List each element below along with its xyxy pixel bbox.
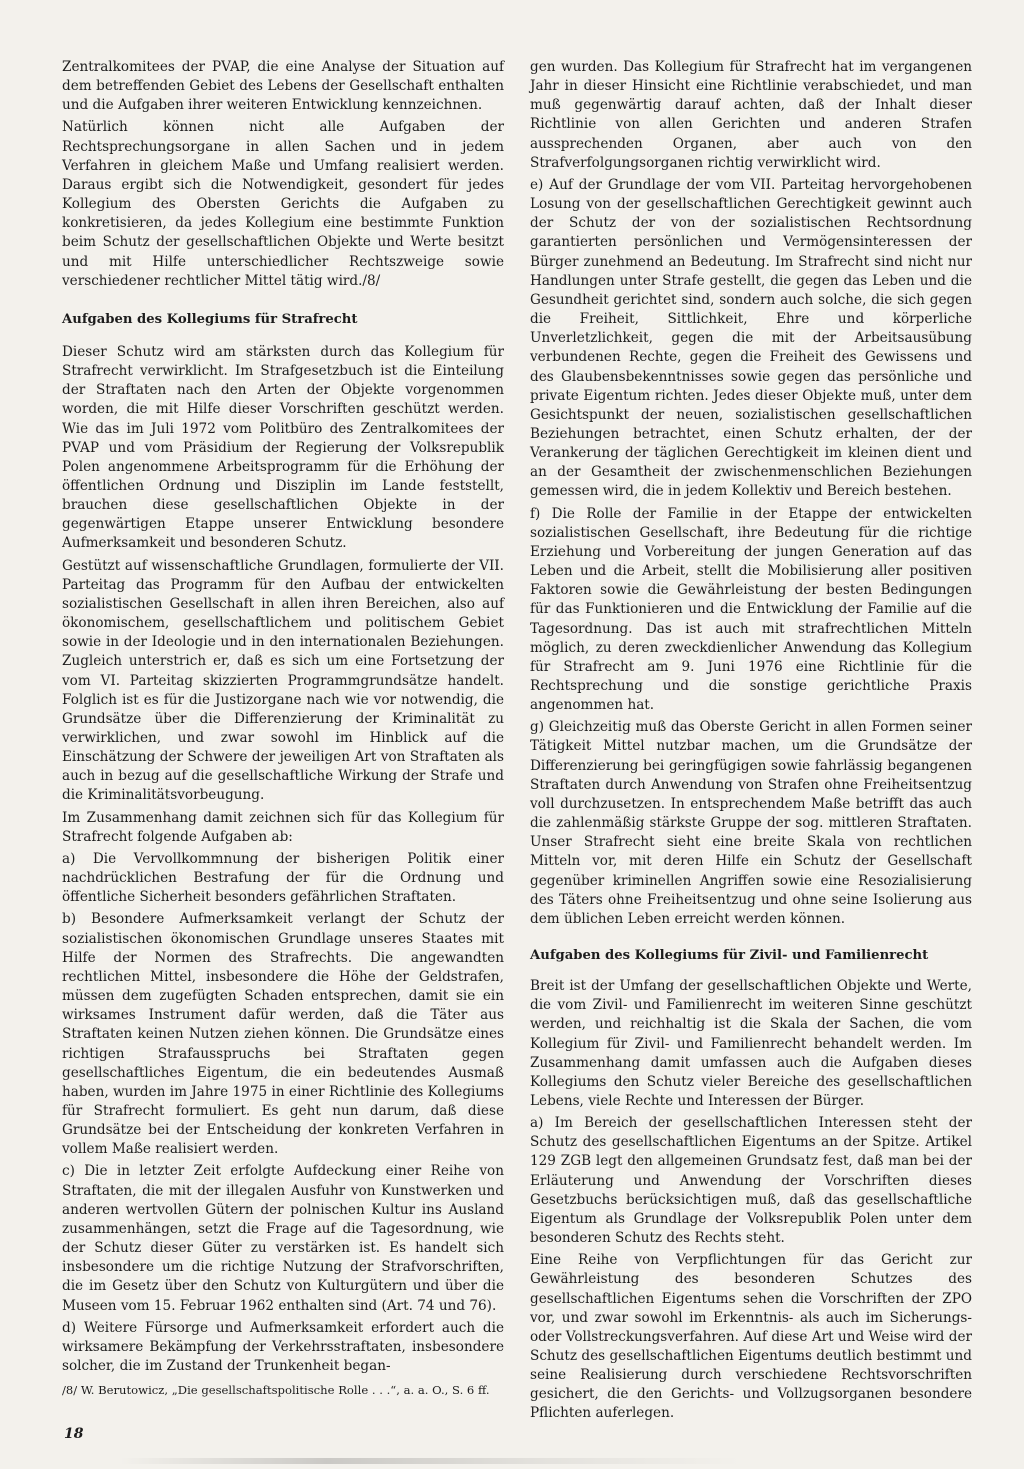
paragraph: Natürlich können nicht alle Aufgaben der Rechtsprechungsorgane in allen Sachen und in jedem Verfahren in gleichem Maße und Umfang realisiert werden. Daraus ergibt sich die Notwendigkeit, gesondert für jedes Kollegium des Obersten Gerichts die Aufgaben zu konkretisieren, da jedes Kollegium eine bestimmte Funktion beim Schutz der gesellschaftlichen Objekte und Werte besitzt und mit Hilfe unterschiedlicher Rechtszweige sowie verschiedener rechtlicher Mittel tätig wird./8/: [62, 119, 504, 289]
list-item-e: e) Auf der Grundlage der vom VII. Parteitag hervorgehobenen Losung von der gesellschaftlichen Gerechtigkeit gewinnt auch der Schutz der von der sozialistischen Rechtsordnung garantierten persönlichen und Vermögensinteressen der Bürger zunehmend an Bedeutung. Im Strafrecht sind nicht nur Handlungen unter Strafe gestellt, die gegen das Leben und die Gesundheit gerichtet sind, sondern auch solche, die sich gegen die Freiheit, Sittlichkeit, Ehre und körperliche Unverletzlichkeit, gegen die mit der Arbeitsausübung verbundenen Rechte, gegen die Freiheit des Gewissens und des Glaubensbekenntnisses sowie gegen das persönliche und private Eigentum richten. Jedes dieser Objekte muß, unter dem Gesichtspunkt der neuen, sozialistischen gesellschaftlichen Beziehungen betrachtet, einen Schutz erhalten, der der Verankerung der täglichen Gerechtigkeit im kleinen dient und an der Gesamtheit der zwischenmenschlichen Beziehungen gemessen wird, die in jedem Kollektiv und Bereich bestehen.: [530, 176, 972, 500]
left-column: [62, 58, 504, 1379]
paragraph: gen wurden. Das Kollegium für Strafrecht hat im vergangenen Jahr in dieser Hinsicht eine Richtlinie verabschiedet, und man muß gegenwärtig darauf achten, daß der Inhalt dieser Richtlinie von allen Gerichten und anderen Strafen aussprechenden Organen, aber auch von den Strafverfolgungsorganen richtig verwirklicht wird.: [530, 59, 972, 171]
paragraph: Eine Reihe von Verpflichtungen für das Gericht zur Gewährleistung des besonderen Schutzes des gesellschaftlichen Eigentums sehen die Vorschriften der ZPO vor, und zwar sowohl im Erkenntnis- als auch im Sicherungs- oder Vollstreckungsverfahren. Auf diese Art und Weise wird der Schutz des gesellschaftlichen Eigentums deutlich bestimmt und seine Realisierung durch verschiedene Rechtsvorschriften gesichert, die den Gerichts- und Vollzugsorganen besondere Pflichten auferlegen.: [530, 1252, 972, 1422]
list-item-a: a) Im Bereich der gesellschaftlichen Interessen steht der Schutz des gesellschaftlichen Eigentums an der Spitze. Artikel 129 ZGB legt den allgemeinen Grundsatz fest, daß man bei der Erläuterung und Anwendung der Vorschriften dieses Gesetzbuchs berücksichtigen muß, daß das gesellschaftliche Eigentum als Grundlage der Volksrepublik Polen unter dem besonderen Schutz des Rechts steht.: [530, 1115, 972, 1247]
scan-artifact: [120, 1458, 740, 1464]
paragraph: Zentralkomitees der PVAP, die eine Analyse der Situation auf dem betreffenden Gebiet des Lebens der Gesellschaft enthalten und die Aufgaben ihrer weiteren Entwicklung kennzeichnen.: [62, 59, 504, 114]
page-number: 18: [64, 1426, 84, 1442]
list-item-g: g) Gleichzeitig muß das Oberste Gericht in allen Formen seiner Tätigkeit Mittel nutzbar machen, um die Grundsätze der Differenzierung bei geringfügigen sowie fahrlässig begangenen Straftaten durch Anwendung von Strafen ohne Freiheitsentzug voll durchzusetzen. In entsprechendem Maße betrifft das auch die zahlenmäßig stärkste Gruppe der sog. mittleren Straftaten. Unser Strafrecht sieht eine breite Skala von rechtlichen Mitteln vor, mit deren Hilfe ein Schutz der Gesellschaft gegenüber kriminellen Angriffen sowie eine Resozialisierung des Täters ohne Freiheitsentzug und ohne seine Isolierung aus dem üblichen Leben erreicht werden können.: [530, 719, 972, 927]
paragraph: Im Zusammenhang damit zeichnen sich für das Kollegium für Strafrecht folgende Aufgaben ab:: [62, 809, 504, 845]
list-item-c: c) Die in letzter Zeit erfolgte Aufdeckung einer Reihe von Straftaten, die mit der illegalen Ausfuhr von Kunstwerken und anderen wertvollen Gütern der polnischen Kultur ins Ausland zusammenhängen, setzt die Frage auf die Tagesordnung, wie der Schutz dieser Güter zu verstärken ist. Es handelt sich insbesondere um die richtige Nutzung der Strafvorschriften, die im Gesetz über den Schutz von Kulturgütern und über die Museen vom 15. Februar 1962 enthalten sind (Art. 74 und 76).: [62, 1163, 504, 1314]
section-heading-strafrecht: Aufgaben des Kollegiums für Strafrecht: [62, 311, 358, 327]
section-heading-zivilrecht: Aufgaben des Kollegiums für Zivil- und Familienrecht: [530, 948, 929, 964]
paragraph: Gestützt auf wissenschaftliche Grundlagen, formulierte der VII. Parteitag das Programm für den Aufbau der entwickelten sozialistischen Gesellschaft in allen ihren Bereichen, also auf ökonomischem, gesellschaftlichem und politischem Gebiet sowie in der Ideologie und in den internationalen Beziehungen. Zugleich unterstrich er, daß es sich um eine Fortsetzung der vom VI. Parteitag skizzierten Programmgrundsätze handelt. Folglich ist es für die Justizorgane nach wie vor notwendig, die Grundsätze über die Differenzierung der Kriminalität zu verwirklichen, und zwar sowohl im Hinblick auf die Einschätzung der Schwere der jeweiligen Art von Straftaten als auch in bezug auf die gesellschaftliche Wirkung der Strafe und die Kriminalitätsvorbeugung.: [62, 557, 504, 804]
paragraph: Breit ist der Umfang der gesellschaftlichen Objekte und Werte, die vom Zivil- und Familienrecht im weiteren Sinne geschützt werden, und reichhaltig ist die Skala der Sachen, die vom Kollegium für Zivil- und Familienrecht behandelt werden. Im Zusammenhang damit umfassen auch die Aufgaben dieses Kollegiums den Schutz vieler Bereiche des gesellschaftlichen Lebens, viele Rechte und Interessen der Bürger.: [530, 978, 972, 1109]
right-column: [530, 58, 972, 1427]
list-item-d: d) Weitere Fürsorge und Aufmerksamkeit erfordert auch die wirksamere Bekämpfung der Verkehrsstraftaten, insbesondere solcher, die im Zustand der Trunkenheit began-: [62, 1319, 504, 1374]
list-item-f: f) Die Rolle der Familie in der Etappe der entwickelten sozialistischen Gesellschaft, ihre Bedeutung für die richtige Erziehung und Vorbereitung der jungen Generation auf das Leben und die Arbeit, stellt die Mobilisierung aller positiven Faktoren sowie die Gewährleistung der besten Bedingungen für das Funktionieren und die Entwicklung der Familie auf die Tagesordnung. Das ist auch mit strafrechtlichen Mitteln möglich, zu deren zweckdienlicher Anwendung das Kollegium für Strafrecht am 9. Juni 1976 eine Richtlinie für die Rechtsprechung und die sonstige gerichtliche Praxis angenommen hat.: [530, 505, 972, 714]
footnote: /8/ W. Berutowicz, „Die gesellschaftspolitische Rolle . . .“, a. a. O., S. 6 ff.: [62, 1383, 490, 1397]
paragraph: Dieser Schutz wird am stärksten durch das Kollegium für Strafrecht verwirklicht. Im Strafgesetzbuch ist die Einteilung der Straftaten nach den Arten der Objekte vorgenommen worden, die mit Hilfe dieser Vorschriften geschützt werden. Wie das im Juli 1972 vom Politbüro des Zentralkomitees der PVAP und vom Präsidium der Regierung der Volksrepublik Polen angenommene Arbeitsprogramm für die Erhöhung der öffentlichen Ordnung und Disziplin im Lande feststellt, brauchen diese gesellschaftlichen Objekte in der gegenwärtigen Etappe unserer Entwicklung besondere Aufmerksamkeit und besonderen Schutz.: [62, 343, 504, 552]
list-item-a: a) Die Vervollkommnung der bisherigen Politik einer nachdrücklichen Bestrafung der für die Ordnung und öffentliche Sicherheit besonders gefährlichen Straftaten.: [62, 850, 504, 906]
list-item-b: b) Besondere Aufmerksamkeit verlangt der Schutz der sozialistischen ökonomischen Grundlage unseres Staates mit Hilfe der Normen des Strafrechts. Die angewandten rechtlichen Mittel, insbesondere die Höhe der Geldstrafen, müssen dem zugefügten Schaden entsprechen, damit sie ein wirksames Instrument dafür werden, daß die Täter aus Straftaten keinen Nutzen ziehen können. Die Grundsätze eines richtigen Strafausspruchs bei Straftaten gegen gesellschaftliches Eigentum, die ein bedeutendes Ausmaß haben, wurden im Jahre 1975 in einer Richtlinie des Kollegiums für Strafrecht formuliert. Es geht nun darum, daß diese Grundsätze bei der Entscheidung der konkreten Verfahren in vollem Maße realisiert werden.: [62, 911, 504, 1158]
